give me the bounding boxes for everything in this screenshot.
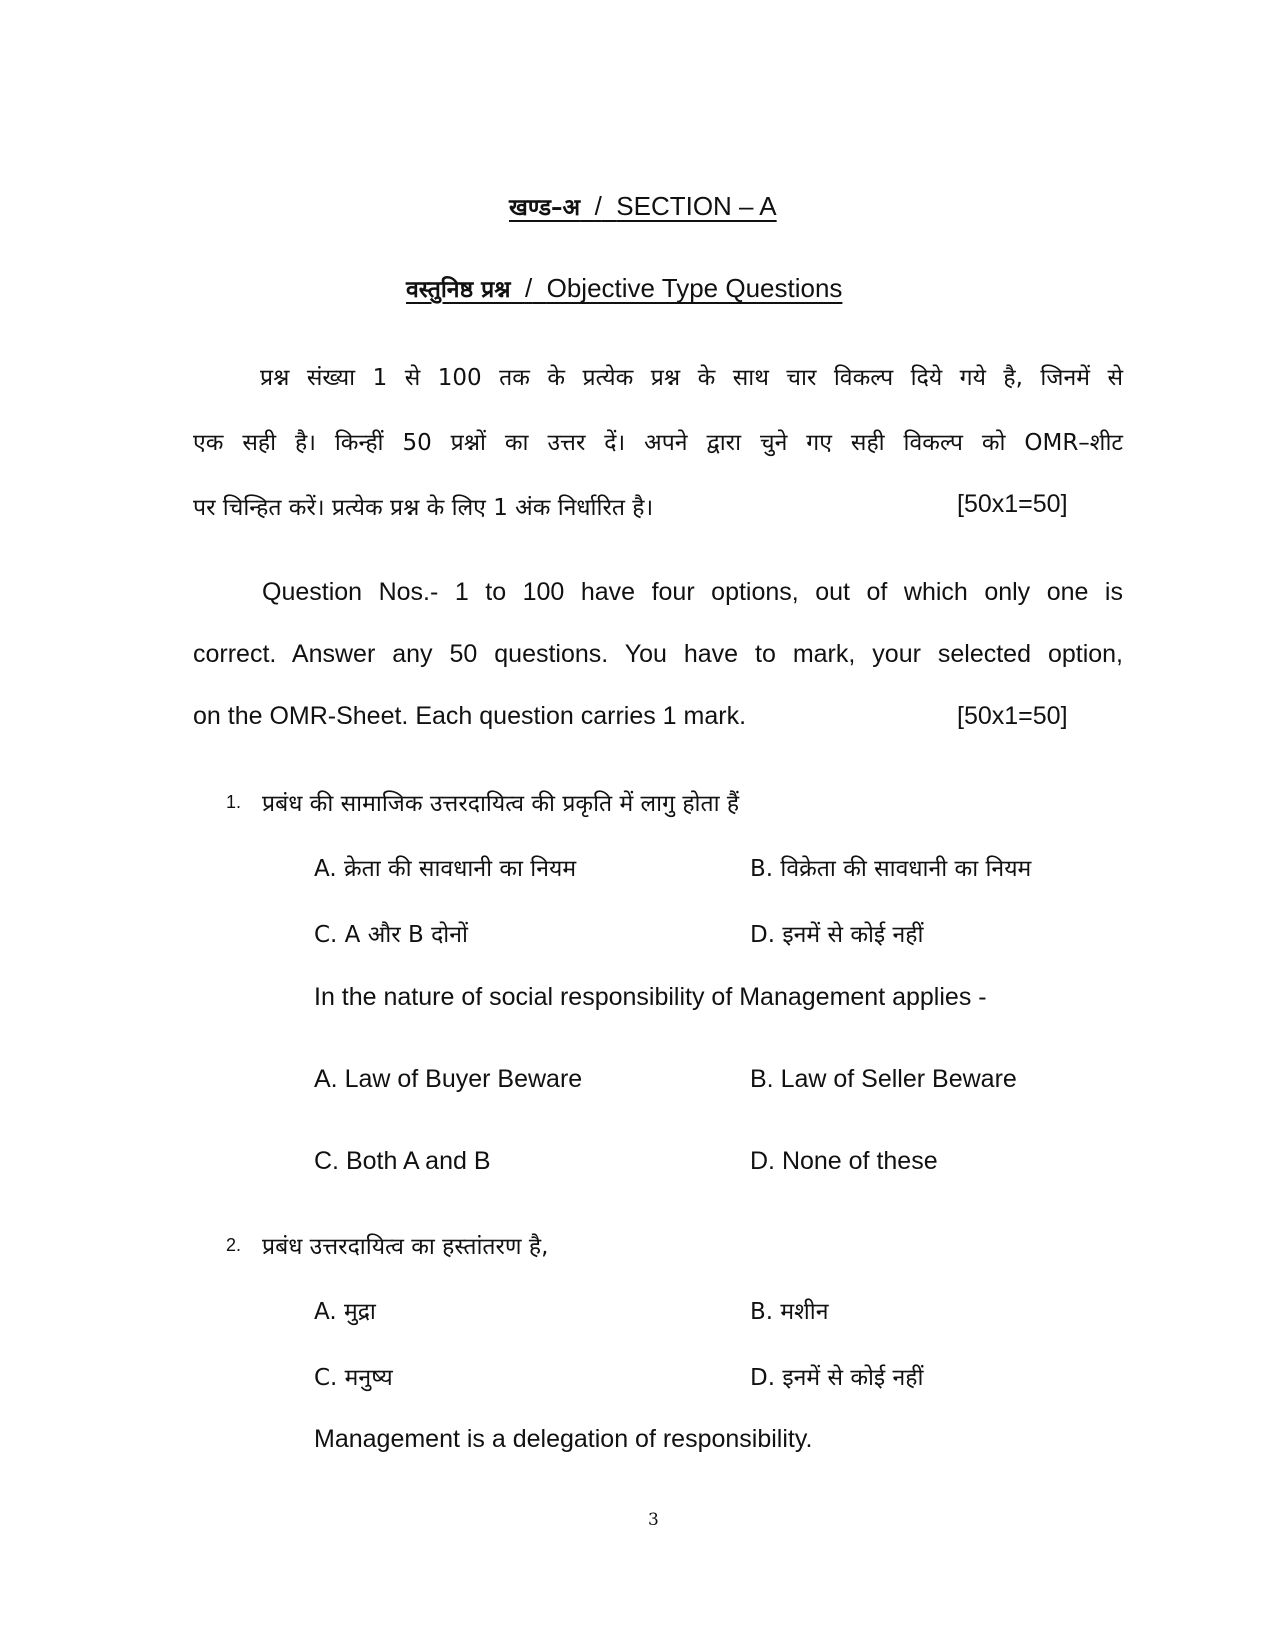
option-c-hindi: C. A और B दोनों bbox=[314, 922, 468, 948]
section-heading-hindi: खण्ड–अ bbox=[509, 195, 581, 221]
question-text-english: Management is a delegation of responsibility. bbox=[314, 1425, 813, 1453]
option-c-english: C. Both A and B bbox=[314, 1147, 491, 1175]
question-number: 2. bbox=[226, 1235, 242, 1255]
option-d-english: D. None of these bbox=[750, 1147, 938, 1175]
section-heading bbox=[509, 190, 777, 222]
section-heading-english: SECTION – A bbox=[616, 191, 777, 221]
subsection-heading bbox=[406, 272, 842, 304]
option-b-hindi: B. मशीन bbox=[750, 1299, 829, 1325]
option-d-hindi: D. इनमें से कोई नहीं bbox=[750, 1365, 924, 1391]
question-text-english: In the nature of social responsibility of Management applies - bbox=[314, 983, 987, 1011]
subsection-heading-separator: / bbox=[524, 273, 533, 303]
option-b-english: B. Law of Seller Beware bbox=[750, 1065, 1017, 1093]
instructions-english-line-3: on the OMR-Sheet. Each question carries 1 mark. bbox=[193, 702, 747, 730]
option-a-english: A. Law of Buyer Beware bbox=[314, 1065, 583, 1093]
instructions-hindi-line-3: पर चिन्हित करें। प्रत्येक प्रश्न के लिए 1 अंक निर्धारित है। bbox=[193, 495, 654, 521]
question-text-hindi: प्रबंध उत्तरदायित्व का हस्तांतरण है, bbox=[262, 1234, 549, 1260]
option-b-hindi: B. विक्रेता की सावधानी का नियम bbox=[750, 856, 1032, 882]
instructions-english-line-1: Question Nos.- 1 to 100 have four options, out of which only one is bbox=[262, 578, 1123, 606]
subsection-heading-hindi: वस्तुनिष्ठ प्रश्न bbox=[406, 277, 511, 303]
question-text-hindi: प्रबंध की सामाजिक उत्तरदायित्व की प्रकृति में लागु होता हैं bbox=[262, 791, 740, 817]
section-heading-separator: / bbox=[594, 191, 602, 221]
option-a-hindi: A. मुद्रा bbox=[314, 1299, 376, 1325]
option-c-hindi: C. मनुष्य bbox=[314, 1365, 393, 1391]
instructions-english-line-2: correct. Answer any 50 questions. You have to mark, your selected option, bbox=[193, 640, 1123, 668]
instructions-hindi-line-1: प्रश्न संख्या 1 से 100 तक के प्रत्येक प्रश्न के साथ चार विकल्प दिये गये है, जिनमें से bbox=[260, 365, 1123, 391]
question-number: 1. bbox=[226, 792, 242, 812]
instructions-english-marks: [50x1=50] bbox=[957, 702, 1068, 730]
option-a-hindi: A. क्रेता की सावधानी का नियम bbox=[314, 856, 577, 882]
page-number: 3 bbox=[648, 1510, 659, 1530]
option-d-hindi: D. इनमें से कोई नहीं bbox=[750, 922, 924, 948]
instructions-hindi-line-2: एक सही है। किन्हीं 50 प्रश्नों का उत्तर दें। अपने द्वारा चुने गए सही विकल्प को OMR–शीट bbox=[193, 430, 1123, 456]
subsection-heading-english: Objective Type Questions bbox=[546, 273, 843, 303]
instructions-hindi-marks: [50x1=50] bbox=[957, 490, 1068, 518]
